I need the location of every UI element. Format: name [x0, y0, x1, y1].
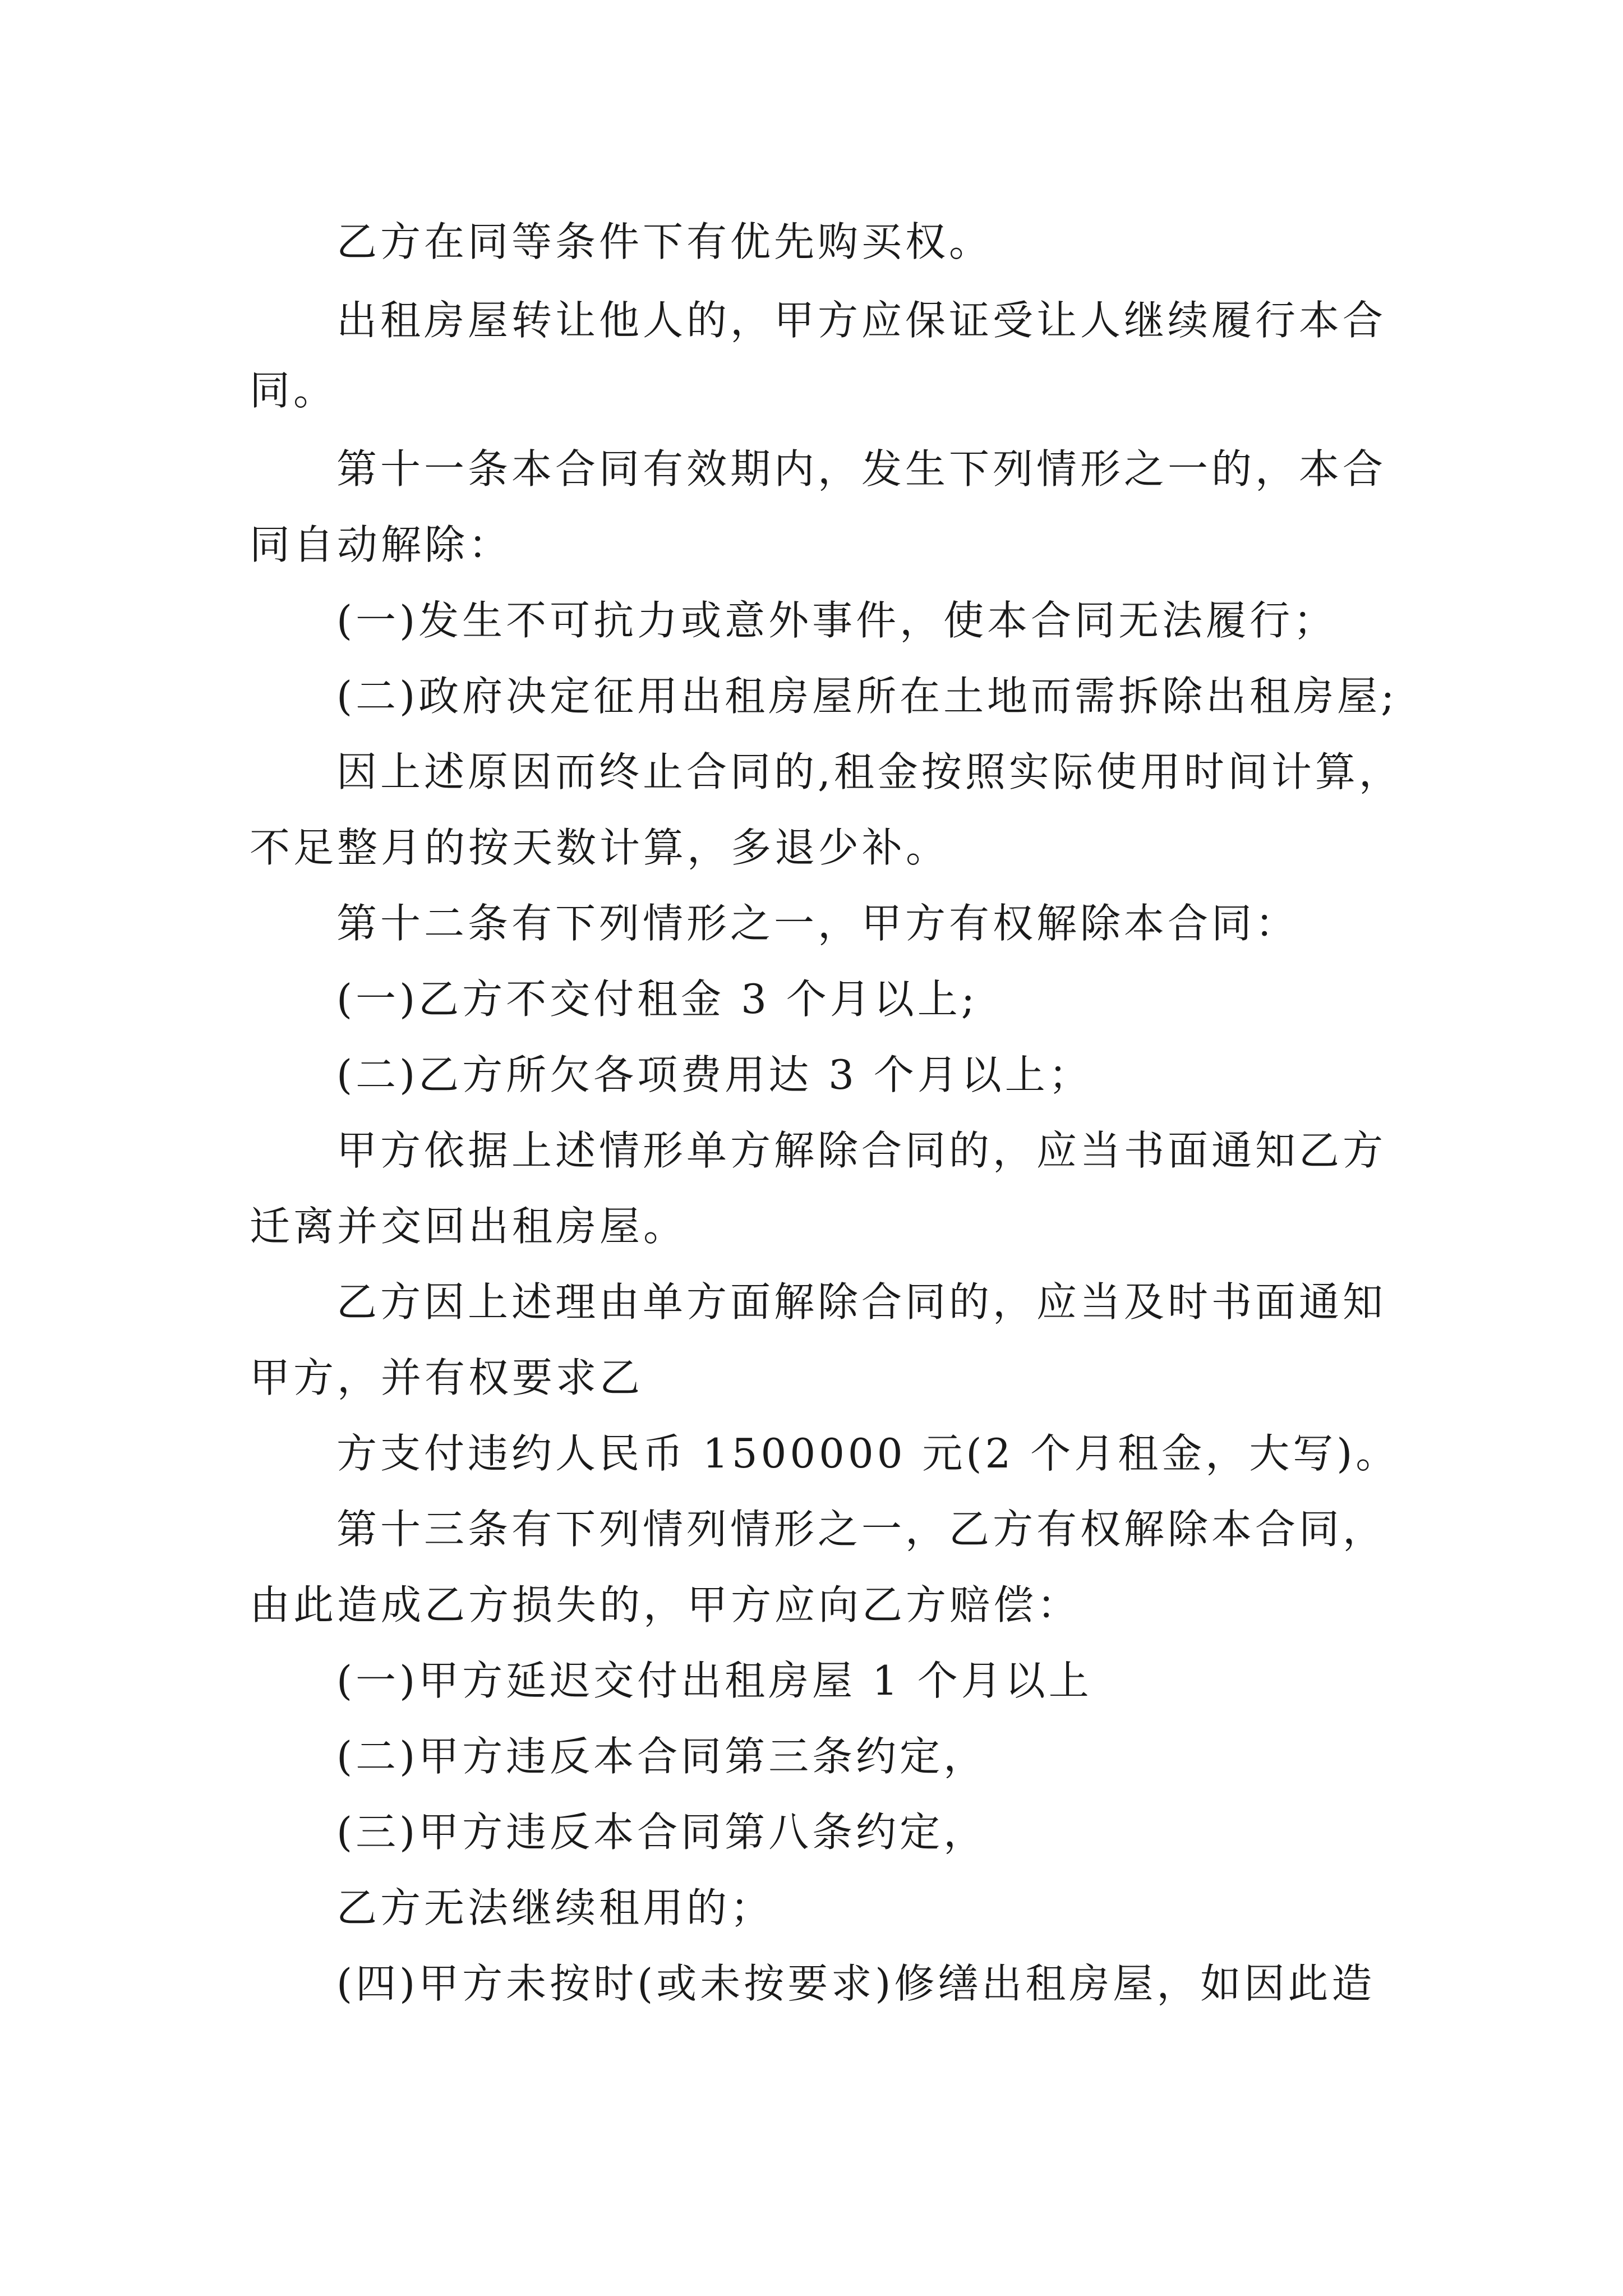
list-item: (四)甲方未按时(或未按要求)修缮出租房屋，如因此造 [336, 1960, 1376, 2007]
paragraph-line: 不足整月的按天数计算，多退少补。 [250, 824, 950, 871]
paragraph-line: 同自动解除： [250, 521, 513, 568]
paragraph-line: 乙方在同等条件下有优先购买权。 [336, 218, 993, 265]
paragraph-line: 由此造成乙方损失的，甲方应向乙方赔偿： [250, 1581, 1081, 1628]
paragraph-line: 甲方，并有权要求乙 [250, 1354, 644, 1401]
list-item: (一)发生不可抗力或意外事件，使本合同无法履行； [336, 597, 1338, 644]
list-item: (二)甲方违反本合同第三条约定， [336, 1733, 988, 1780]
paragraph-line: 迁离并交回出租房屋。 [250, 1203, 688, 1250]
list-item: (一)乙方不交付租金 3 个月以上; [336, 976, 979, 1023]
paragraph-line: 第十三条有下列情列情形之一，乙方有权解除本合同， [336, 1506, 1387, 1553]
paragraph-line: 出租房屋转让他人的，甲方应保证受让人继续履行本合 [336, 297, 1387, 344]
list-item: (三)甲方违反本合同第八条约定， [336, 1809, 988, 1856]
list-item: (一)甲方延迟交付出租房屋 1 个月以上 [336, 1657, 1092, 1704]
paragraph-line: 第十二条有下列情形之一，甲方有权解除本合同： [336, 900, 1299, 947]
paragraph-line: 甲方依据上述情形单方解除合同的，应当书面通知乙方 [336, 1127, 1387, 1174]
paragraph-line: 同。 [250, 367, 338, 414]
list-item: (二)乙方所欠各项费用达 3 个月以上； [336, 1051, 1092, 1098]
paragraph-line: 方支付违约人民币 1500000 元(2 个月租金，大写)。 [336, 1430, 1400, 1477]
paragraph-line: 第十一条本合同有效期内，发生下列情形之一的，本合 [336, 445, 1387, 493]
list-item: (二)政府决定征用出租房屋所在土地而需拆除出租房屋; [336, 673, 1398, 720]
paragraph-line: 乙方因上述理由单方面解除合同的，应当及时书面通知 [336, 1278, 1387, 1326]
paragraph-line: 乙方无法继续租用的； [336, 1884, 774, 1931]
paragraph-line: 因上述原因而终止合同的,租金按照实际使用时间计算， [336, 748, 1403, 795]
